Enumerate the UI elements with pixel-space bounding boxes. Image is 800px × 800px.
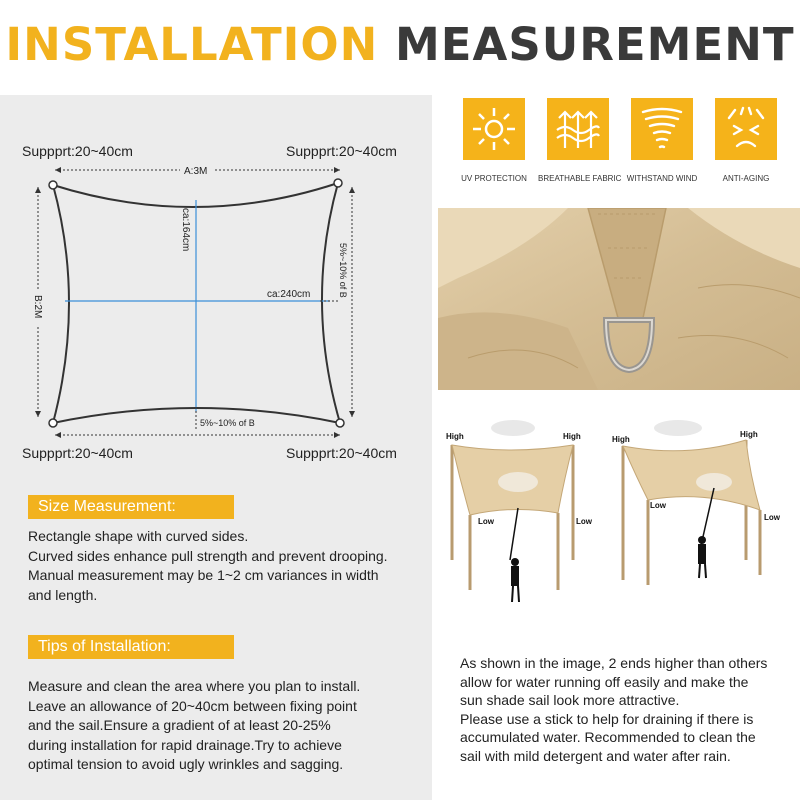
title-installation: INSTALLATION (5, 18, 379, 71)
tips-line: Measure and clean the area where you plan to install. (28, 678, 361, 694)
support-label-bottom-right: Suppprt:20~40cm (286, 445, 397, 461)
feature-uv-protection (454, 98, 534, 183)
label-low: Low (764, 513, 780, 522)
curve-bottom-label: 5%~10% of B (200, 418, 255, 428)
ca-vertical-label: ca:164cm (180, 208, 191, 252)
size-line: Curved sides enhance pull strength and prevent drooping. (28, 547, 388, 564)
rain-drainage-diagrams (438, 410, 800, 610)
description-line: Please use a stick to help for draining if there is (460, 710, 754, 727)
tips-line: and the sail.Ensure a gradient of at least 20-25% (28, 717, 331, 733)
feature-label: UV PROTECTION (461, 174, 527, 183)
tips-line: Leave an allowance of 20~40cm between fixing point (28, 697, 357, 714)
drainage-description (460, 654, 790, 765)
page-title (0, 18, 800, 71)
fabric-closeup-photo (438, 208, 800, 390)
label-high: High (563, 432, 581, 441)
size-measurement-heading: Size Measurement: (28, 495, 234, 519)
support-label-top-left: Suppprt:20~40cm (22, 143, 133, 159)
label-low: Low (478, 517, 494, 526)
feature-anti-aging (706, 98, 786, 183)
title-measurement: MEASUREMENT (394, 18, 795, 71)
anti-aging-face-icon (715, 98, 777, 160)
corner-ring-top-right (334, 179, 342, 187)
corner-ring-bottom-left (49, 419, 57, 427)
sun-icon (463, 98, 525, 160)
sail-measurement-diagram (0, 95, 432, 475)
label-low: Low (650, 501, 666, 510)
tornado-icon (631, 98, 693, 160)
corner-ring-bottom-right (336, 419, 344, 427)
drainage-diagram-left (446, 420, 593, 602)
tips-line: during installation for rapid drainage.Try to achieve (28, 736, 342, 753)
breathable-arrows-icon (547, 98, 609, 160)
dim-b-label: B:2M (32, 295, 43, 319)
feature-label: ANTI-AGING (722, 174, 770, 183)
size-measurement-text (28, 527, 423, 605)
size-line: Rectangle shape with curved sides. (28, 528, 249, 544)
feature-breathable-fabric (538, 98, 622, 183)
description-line: sail with mild detergent and water after rain. (460, 747, 731, 764)
dim-a-label: A:3M (184, 166, 208, 177)
tips-heading: Tips of Installation: (28, 635, 234, 659)
label-low: Low (576, 517, 592, 526)
description-line: allow for water running off easily and make the (460, 673, 749, 690)
ca-horizontal-label: ca:240cm (267, 289, 311, 300)
tips-line: optimal tension to avoid ugly wrinkles and sagging. (28, 756, 344, 772)
feature-withstand-wind (622, 98, 702, 183)
label-high: High (612, 435, 630, 444)
feature-icons (454, 98, 800, 198)
size-line: Manual measurement may be 1~2 cm variances in width (28, 567, 379, 583)
size-line: and length. (28, 586, 98, 603)
label-high: High (446, 432, 464, 441)
drainage-diagram-right (612, 420, 781, 585)
tips-text (28, 677, 423, 775)
feature-label: WITHSTAND WIND (626, 174, 698, 183)
corner-ring-top-left (49, 181, 57, 189)
description-line: As shown in the image, 2 ends higher than others (460, 655, 768, 671)
feature-label: BREATHABLE FABRIC (538, 174, 622, 183)
description-line: sun shade sail look more attractive. (460, 692, 680, 708)
description-line: accumulated water. Recommended to clean the (460, 729, 756, 745)
label-high: High (740, 430, 758, 439)
curve-side-label: 5%~10% of B (338, 243, 348, 298)
support-label-bottom-left: Suppprt:20~40cm (22, 445, 133, 461)
support-label-top-right: Suppprt:20~40cm (286, 143, 397, 159)
